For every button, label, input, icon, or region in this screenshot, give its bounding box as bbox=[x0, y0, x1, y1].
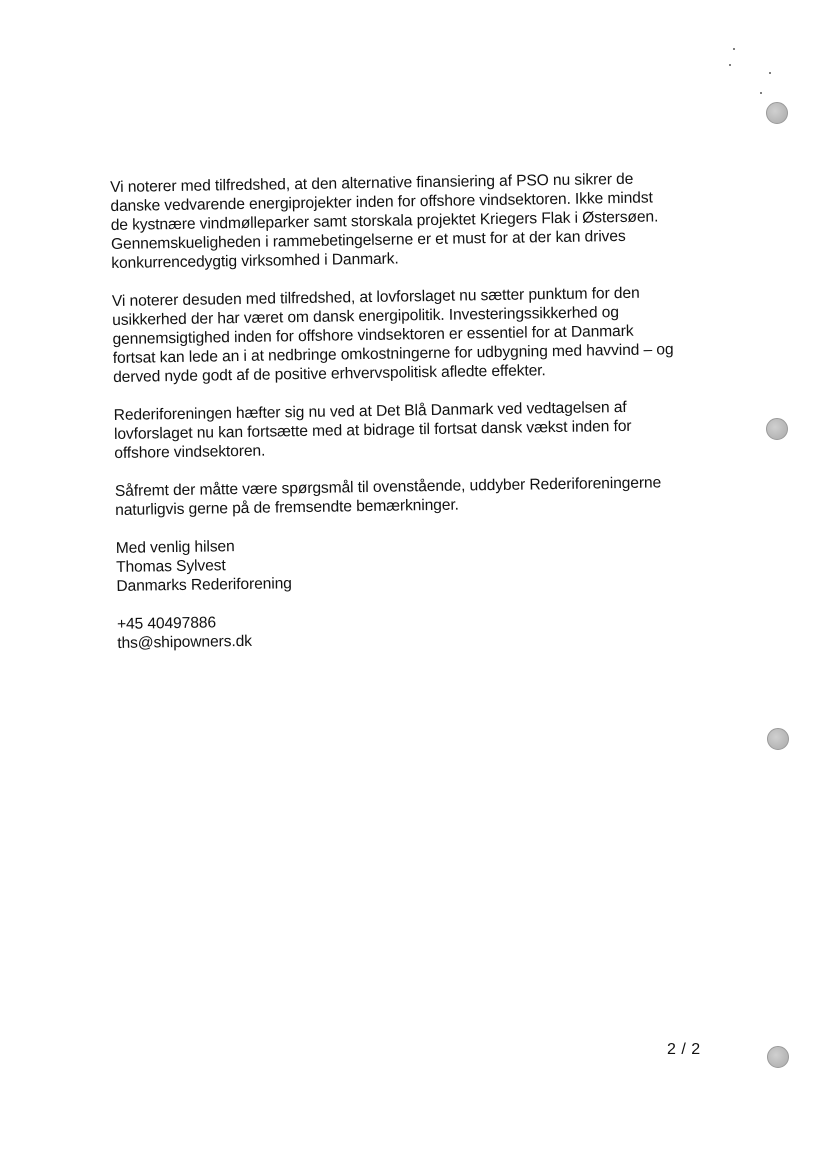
text-line: danske vedvarende energiprojekter inden for offshore vindsektoren. Ikke mindst bbox=[110, 189, 653, 215]
email-address: ths@shipowners.dk bbox=[117, 632, 253, 652]
text-line: Gennemskueligheden i rammebetingelserne er et must for at der kan drives bbox=[110, 227, 626, 253]
text-line: konkurrencedygtig virksomhed i Danmark. bbox=[111, 250, 399, 272]
signer-name: Thomas Sylvest bbox=[115, 557, 226, 576]
paragraph-energy-policy bbox=[112, 283, 713, 387]
phone-number: +45 40497886 bbox=[116, 614, 217, 633]
scan-speck bbox=[769, 72, 771, 74]
text-line: Rederiforeningen hæfter sig nu ved at Det Blå Danmark ved vedtagelsen af bbox=[113, 398, 627, 424]
text-line: naturligvis gerne på de fremsendte bemærkninger. bbox=[115, 496, 459, 519]
text-line: offshore vindsektoren. bbox=[114, 442, 266, 462]
contact-block bbox=[117, 606, 718, 653]
scan-speck bbox=[729, 64, 731, 66]
page-number: 2 / 2 bbox=[667, 1041, 701, 1058]
closing-text: Med venlig hilsen bbox=[115, 538, 235, 557]
punch-hole-icon bbox=[767, 728, 789, 750]
text-line: usikkerhed der har været om dansk energipolitik. Investeringssikkerhed og bbox=[112, 304, 619, 329]
text-line: derved nyde godt af de positive erhvervspolitisk afledte effekter. bbox=[113, 362, 546, 386]
paragraph-pso-financing bbox=[110, 169, 711, 273]
text-line: gennemsigtighed inden for offshore vindsektoren er essentiel for at Danmark bbox=[112, 322, 634, 348]
text-line: lovforslaget nu kan fortsætte med at bidrage til fortsat dansk vækst inden for bbox=[113, 417, 632, 443]
paragraph-questions bbox=[115, 473, 716, 520]
signer-organization: Danmarks Rederiforening bbox=[116, 575, 292, 595]
paragraph-blue-denmark bbox=[114, 397, 715, 463]
punch-hole-icon bbox=[767, 1046, 789, 1068]
text-line: de kystnære vindmølleparker samt storskala projektet Kriegers Flak i Østersøen. bbox=[110, 208, 659, 234]
scan-speck bbox=[733, 48, 735, 50]
signature-block bbox=[116, 530, 717, 596]
scan-speck bbox=[760, 92, 762, 94]
text-line: Såfremt der måtte være spørgsmål til ovenstående, uddyber Rederiforeningerne bbox=[114, 474, 662, 500]
text-line: fortsat kan lede an i at nedbringe omkostningerne for udbygning med havvind – og bbox=[112, 341, 674, 367]
punch-hole-icon bbox=[766, 418, 788, 440]
punch-hole-icon bbox=[766, 102, 788, 124]
letter-body bbox=[110, 169, 717, 653]
text-line: Vi noterer desuden med tilfredshed, at lovforslaget nu sætter punktum for den bbox=[111, 284, 640, 310]
text-line: Vi noterer med tilfredshed, at den alternative finansiering af PSO nu sikrer de bbox=[110, 170, 634, 196]
